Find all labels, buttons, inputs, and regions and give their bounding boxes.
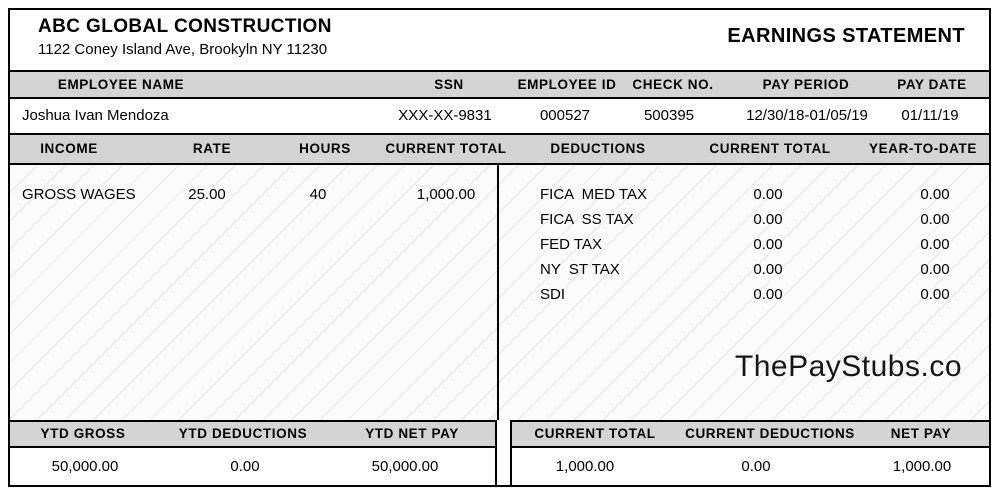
value-pay-date: 01/11/19 (901, 107, 959, 124)
income-deductions-header-bar (10, 133, 989, 165)
header-pay-date: PAY DATE (897, 77, 967, 92)
deduction-row-label: FICA SS TAX (540, 211, 634, 228)
income-row-current-total: 1,000.00 (416, 186, 476, 203)
value-pay-period: 12/30/18-01/05/19 (746, 107, 868, 124)
deduction-row-label: FED TAX (540, 236, 602, 253)
income-row-label: GROSS WAGES (22, 186, 136, 203)
header-ytd-deductions: YTD DEDUCTIONS (178, 426, 308, 441)
ytd-summary-header-row (10, 422, 495, 448)
value-net-pay: 1,000.00 (892, 458, 952, 475)
header-ssn: SSN (434, 77, 464, 92)
current-summary-values-row (512, 448, 989, 485)
value-ytd-net-pay: 50,000.00 (371, 458, 439, 475)
value-check-no: 500395 (643, 107, 695, 124)
deduction-row-label: SDI (540, 286, 566, 303)
deduction-row-ytd: 0.00 (920, 186, 950, 203)
statement-body (10, 165, 989, 420)
deduction-row-current: 0.00 (753, 261, 783, 278)
value-employee-id: 000527 (539, 107, 591, 124)
value-ssn: XXX-XX-9831 (398, 107, 492, 124)
income-row-hours: 40 (309, 186, 327, 203)
header-income-current-total: CURRENT TOTAL (385, 141, 507, 156)
header-check-no: CHECK NO. (632, 77, 714, 92)
ytd-summary-table (8, 420, 497, 487)
header-current-deductions: CURRENT DEDUCTIONS (685, 426, 855, 441)
header-hours: HOURS (299, 141, 351, 156)
statement-title: EARNINGS STATEMENT (727, 25, 965, 47)
deduction-row-ytd: 0.00 (920, 261, 950, 278)
header-ytd-net-pay: YTD NET PAY (365, 426, 459, 441)
employee-header-bar (10, 70, 989, 99)
current-summary-header-row (512, 422, 989, 448)
value-ytd-deductions: 0.00 (230, 458, 260, 475)
company-address: 1122 Coney Island Ave, Brookyln NY 11230 (38, 41, 328, 58)
deduction-row-ytd: 0.00 (920, 211, 950, 228)
employee-values-row (10, 99, 989, 133)
watermark-thepaystubs: ThePayStubs.co (734, 350, 962, 383)
header-year-to-date: YEAR-TO-DATE (869, 141, 977, 156)
current-summary-table (510, 420, 991, 487)
header-deductions-current-total: CURRENT TOTAL (709, 141, 831, 156)
header-current-total: CURRENT TOTAL (534, 426, 656, 441)
value-current-total: 1,000.00 (555, 458, 615, 475)
deduction-row-label: NY ST TAX (540, 261, 620, 278)
deduction-row-label: FICA MED TAX (540, 186, 647, 203)
header-deductions: DEDUCTIONS (550, 141, 646, 156)
value-ytd-gross: 50,000.00 (51, 458, 119, 475)
header-pay-period: PAY PERIOD (762, 77, 850, 92)
header-employee-name: EMPLOYEE NAME (57, 77, 185, 92)
value-employee-name: Joshua Ivan Mendoza (22, 107, 169, 124)
deduction-row-current: 0.00 (753, 186, 783, 203)
deduction-row-current: 0.00 (753, 236, 783, 253)
header-ytd-gross: YTD GROSS (40, 426, 126, 441)
header-rate: RATE (192, 141, 232, 156)
header-net-pay: NET PAY (890, 426, 952, 441)
header-employee-id: EMPLOYEE ID (517, 77, 617, 92)
deduction-row-ytd: 0.00 (920, 236, 950, 253)
company-name: ABC GLOBAL CONSTRUCTION (38, 16, 332, 37)
deduction-row-ytd: 0.00 (920, 286, 950, 303)
header-income: INCOME (40, 141, 98, 156)
ytd-summary-values-row (10, 448, 495, 485)
deduction-row-current: 0.00 (753, 286, 783, 303)
value-current-deductions: 0.00 (741, 458, 771, 475)
income-deductions-divider (497, 165, 499, 420)
income-row-rate: 25.00 (188, 186, 226, 203)
deduction-row-current: 0.00 (753, 211, 783, 228)
